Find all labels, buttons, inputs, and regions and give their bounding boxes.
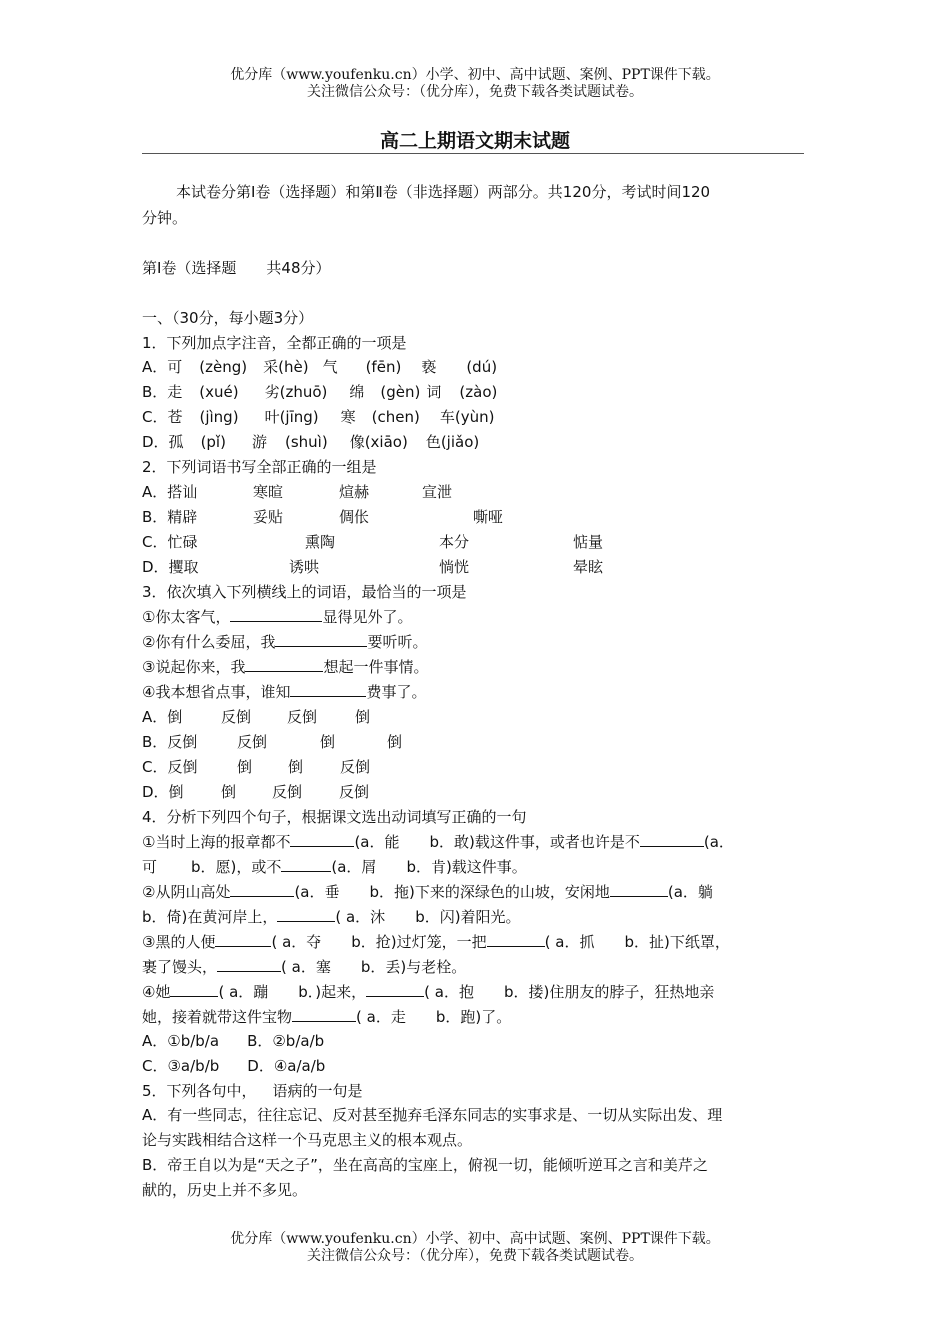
title-divider bbox=[142, 153, 804, 154]
page-footer bbox=[0, 1231, 950, 1265]
question-4-sentence-1b: 可 b．愿)，或不 (a．屑 b．肯)载这件事。 bbox=[142, 858, 527, 876]
question-1-option-b: B．走 (xué) 劣(zhuō) 绵 (gèn) 词 (zào) bbox=[142, 383, 498, 401]
question-4-sentence-2a: ②从阴山高处 (a．垂 b．拖)下来的深绿色的山坡，安闲地 (a．躺 bbox=[142, 883, 713, 901]
question-1-option-a: A．可 (zèng) 采(hè) 气 (fēn) 亵 (dú) bbox=[142, 358, 498, 376]
header-line-2: 关注微信公众号：（优分库），免费下载各类试题试卷。 bbox=[307, 84, 643, 100]
question-4-sentence-2b: b．倚)在黄河岸上， ( a．沐 b．闪)着阳光。 bbox=[142, 908, 521, 926]
question-1-stem: 1．下列加点字注音，全都正确的一项是 bbox=[142, 334, 407, 352]
intro-line-2: 分钟。 bbox=[142, 209, 188, 227]
footer-line-2: 关注微信公众号：（优分库），免费下载各类试题试卷。 bbox=[307, 1248, 643, 1264]
footer-line-1: 优分库（www.youfenku.cn）小学、初中、高中试题、案例、PPT课件下载。 bbox=[230, 1231, 720, 1247]
question-5-stem: 5．下列各句中， 语病的一句是 bbox=[142, 1082, 363, 1100]
question-3-sentence-1: ①你太客气， 显得见外了。 bbox=[142, 608, 413, 626]
section-heading: 一、（30分，每小题3分） bbox=[142, 309, 314, 327]
question-4-sentence-4b: 她，接着就带这件宝物 ( a．走 b．跑)了。 bbox=[142, 1008, 512, 1026]
question-2-option-a: A．搭讪 寒暄 煊赫 宣泄 bbox=[142, 483, 453, 501]
part-heading: 第Ⅰ卷（选择题 共48分） bbox=[142, 259, 331, 277]
question-3-sentence-3: ③说起你来，我 想起一件事情。 bbox=[142, 658, 429, 676]
header-line-1: 优分库（www.youfenku.cn）小学、初中、高中试题、案例、PPT课件下载。 bbox=[230, 67, 720, 83]
question-3-option-b: B．反倒 反倒 倒 倒 bbox=[142, 733, 403, 751]
question-3-sentence-2: ②你有什么委屈，我 要听听。 bbox=[142, 633, 428, 651]
question-5-option-b-line-2: 献的，历史上并不多见。 bbox=[142, 1181, 308, 1199]
question-4-options-cd: C．③a/b/b D．④a/a/b bbox=[142, 1057, 326, 1075]
question-2-stem: 2．下列词语书写全部正确的一组是 bbox=[142, 458, 377, 476]
question-3-option-d: D．倒 倒 反倒 反倒 bbox=[142, 783, 370, 801]
question-5-option-a-line-2: 论与实践相结合这样一个马克思主义的根本观点。 bbox=[142, 1131, 473, 1149]
question-5-option-a-line-1: A．有一些同志，往往忘记、反对甚至抛弃毛泽东同志的实事求是、一切从实际出发、理 bbox=[142, 1106, 723, 1124]
page-title: 高二上期语文期末试题 bbox=[379, 130, 570, 152]
question-4-stem: 4．分析下列四个句子，根据课文选出动词填写正确的一句 bbox=[142, 808, 527, 826]
question-4-sentence-3a: ③黑的人便 ( a．夺 b．抢)过灯笼，一把 ( a．抓 b．扯)下纸罩， bbox=[142, 933, 730, 951]
question-5-option-b-line-1: B．帝王自以为是“天之子”，坐在高高的宝座上，俯视一切，能倾听逆耳之言和美芹之 bbox=[142, 1156, 708, 1174]
question-1-option-c: C．苍 (jìng) 叶(jīng) 寒 (chen) 车(yùn) bbox=[142, 408, 495, 426]
question-3-option-c: C．反倒 倒 倒 反倒 bbox=[142, 758, 371, 776]
question-1-option-d: D．孤 (pǐ) 游 (shuì) 像(xiāo) 色(jiǎo) bbox=[142, 433, 480, 451]
question-4-sentence-1a: ①当时上海的报章都不 (a．能 b．敢)载这件事，或者也许是不 (a． bbox=[142, 833, 734, 851]
question-3-option-a: A．倒 反倒 反倒 倒 bbox=[142, 708, 371, 726]
question-2-option-b: B．精辟 妥贴 倜伥 嘶哑 bbox=[142, 508, 504, 526]
question-4-options-ab: A．①b/b/a B．②b/a/b bbox=[142, 1032, 325, 1050]
question-3-sentence-4: ④我本想省点事，谁知 费事了。 bbox=[142, 683, 427, 701]
intro-line-1: 本试卷分第Ⅰ卷（选择题）和第Ⅱ卷（非选择题）两部分。共120分，考试时间120 bbox=[176, 183, 711, 201]
question-4-sentence-3b: 裹了馒头， ( a．塞 b．丢)与老栓。 bbox=[142, 958, 467, 976]
question-4-sentence-4a: ④她 ( a．蹦 b．)起来， ( a．抱 b．搂)住朋友的脖子，狂热地亲 bbox=[142, 983, 715, 1001]
question-2-option-d: D．攫取 诱哄 惝恍 晕眩 bbox=[142, 558, 604, 576]
question-3-stem: 3．依次填入下列横线上的词语，最恰当的一项是 bbox=[142, 583, 467, 601]
page-header bbox=[0, 67, 950, 101]
question-2-option-c: C．忙碌 熏陶 本分 惦量 bbox=[142, 533, 604, 551]
